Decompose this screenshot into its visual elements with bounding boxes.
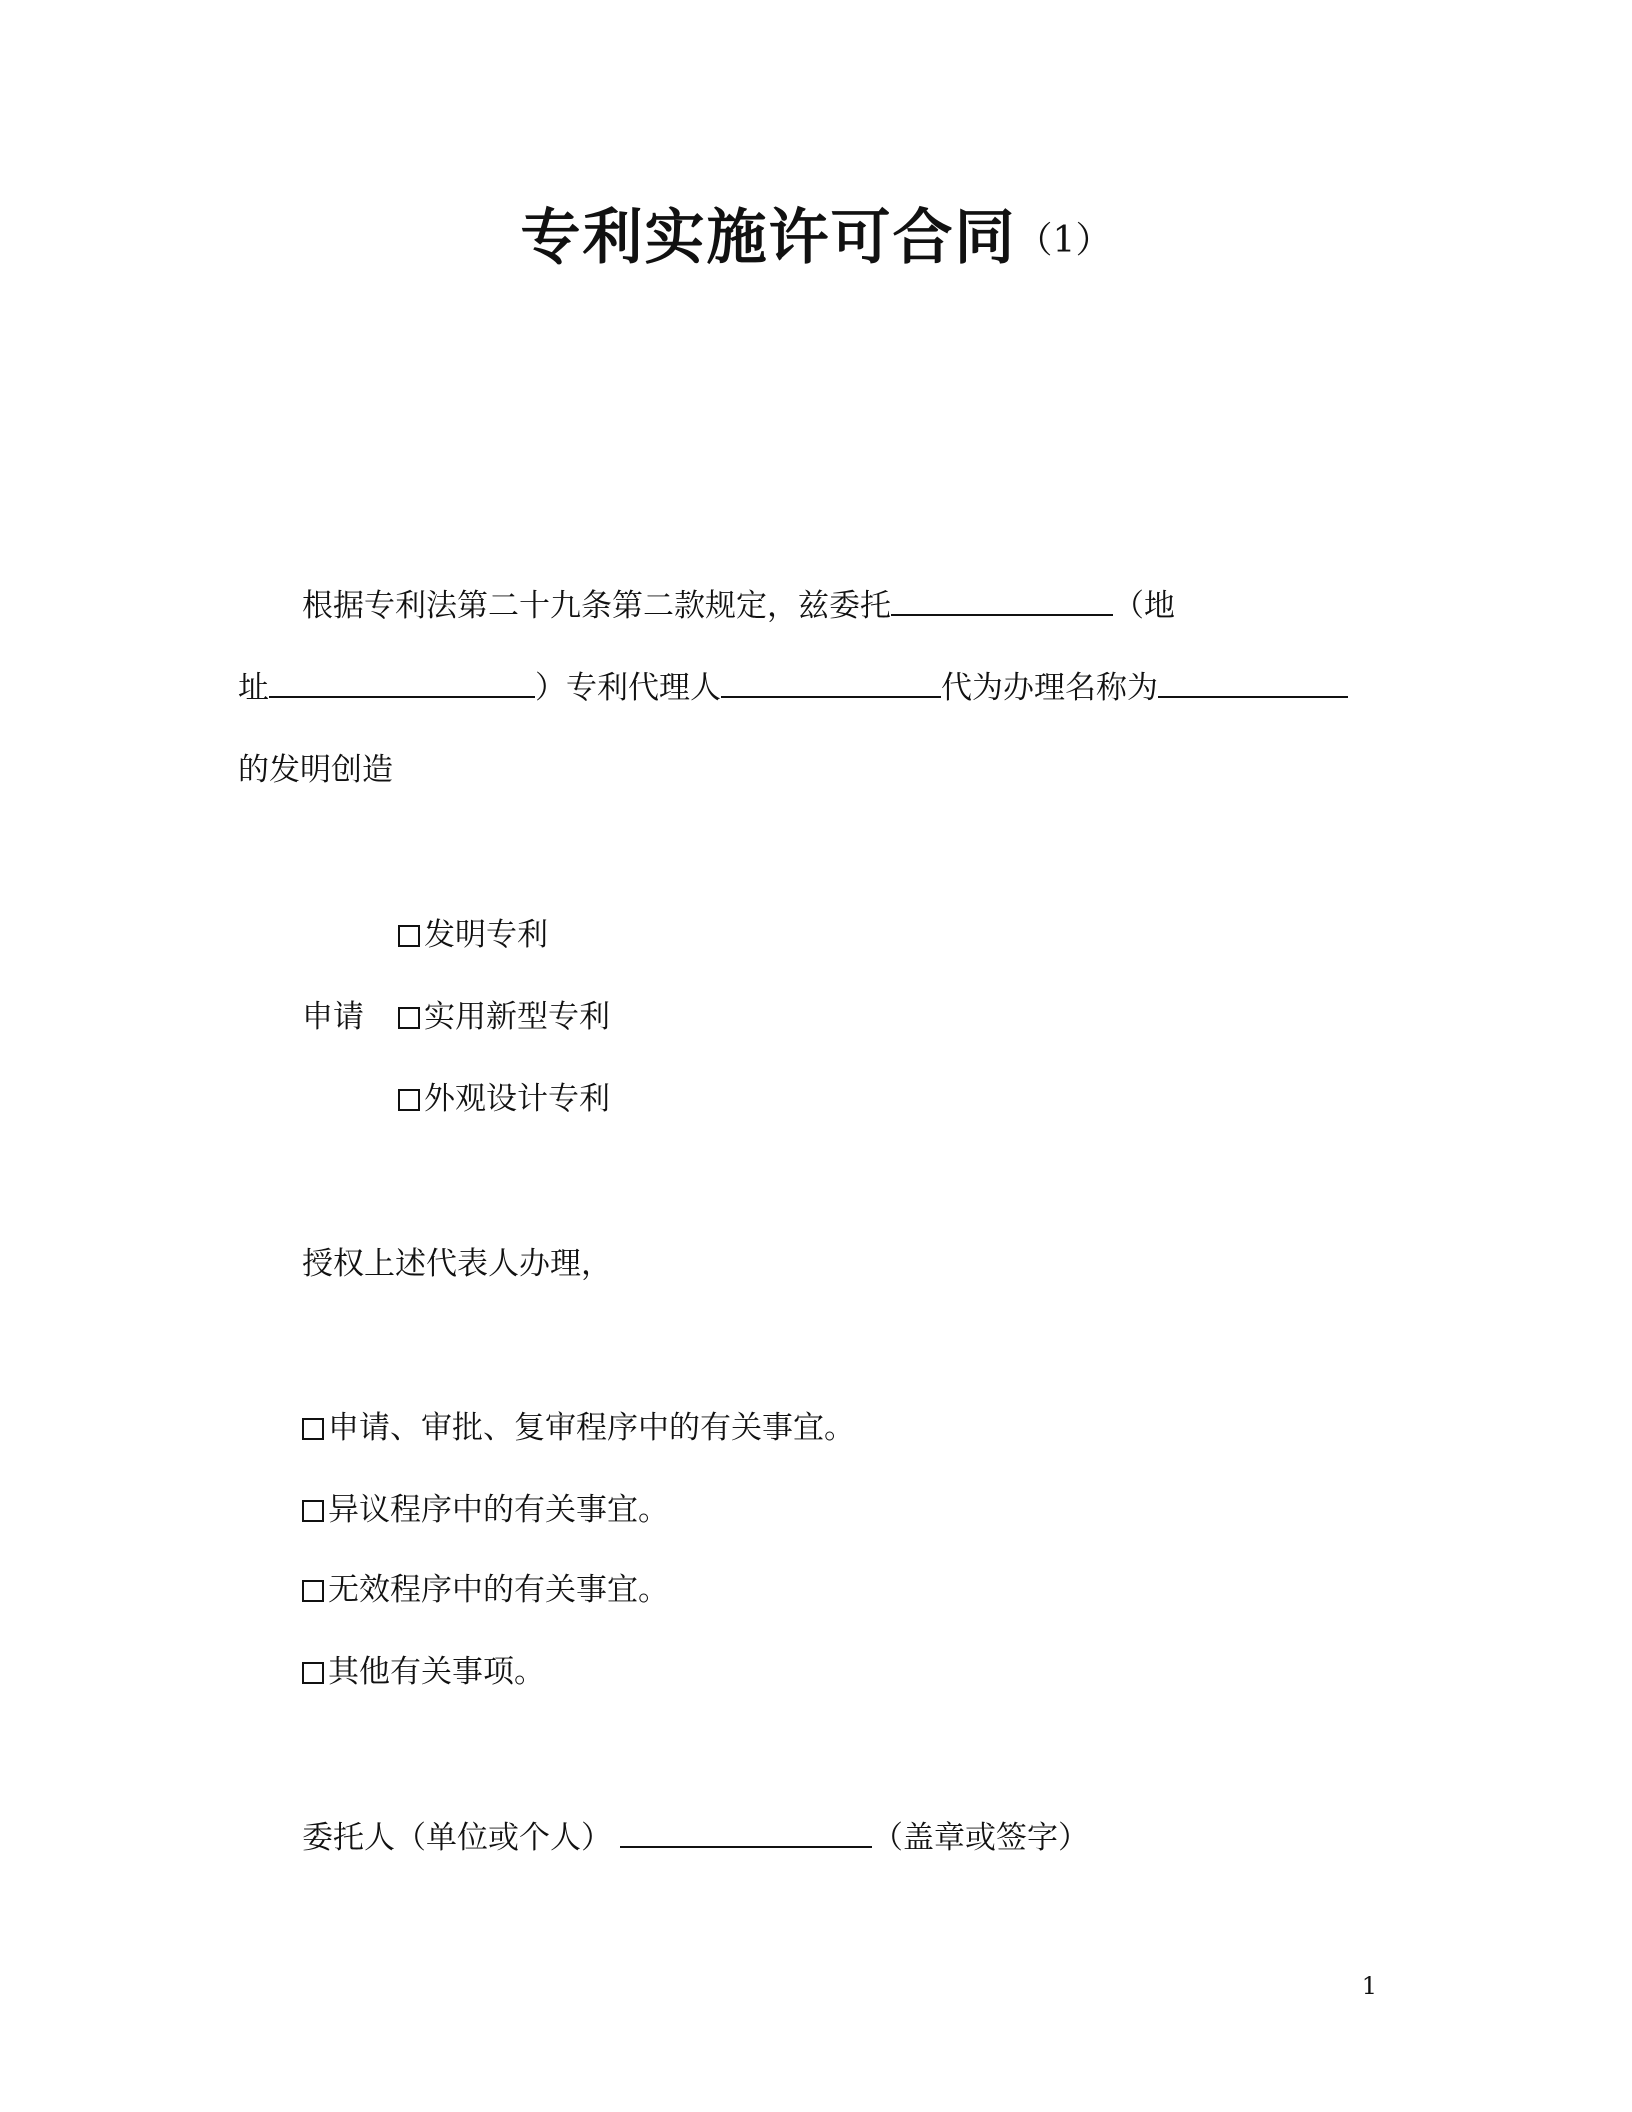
- apply-option-label: 发明专利: [424, 917, 548, 953]
- document-title: [0, 190, 1632, 276]
- apply-option-label: 实用新型专利: [424, 999, 610, 1035]
- authorize-option[interactable]: [302, 1408, 855, 1448]
- paragraph-line-3: [238, 750, 393, 790]
- signature-blank[interactable]: [620, 1820, 872, 1848]
- paragraph-line-2: [238, 668, 1348, 708]
- checkbox-icon[interactable]: [398, 925, 420, 947]
- page-number: 1: [1361, 1972, 1377, 2000]
- signature-suffix: （盖章或签字）: [872, 1820, 1089, 1856]
- checkbox-icon[interactable]: [398, 1089, 420, 1111]
- paragraph-line-1: [302, 586, 1175, 626]
- authorize-option[interactable]: [302, 1652, 545, 1692]
- authorize-option[interactable]: [302, 1490, 669, 1530]
- apply-label: 申请: [302, 999, 364, 1035]
- address-blank[interactable]: [269, 670, 535, 698]
- checkbox-icon[interactable]: [302, 1580, 324, 1602]
- paragraph-text: 根据专利法第二十九条第二款规定，兹委托: [302, 588, 891, 624]
- signature-line: [302, 1818, 1089, 1858]
- entrust-name-blank[interactable]: [891, 588, 1113, 616]
- authorize-option-label: 异议程序中的有关事宜。: [328, 1492, 669, 1528]
- apply-option[interactable]: [398, 1079, 610, 1119]
- address-label-end: 址: [238, 670, 269, 706]
- invention-name-label: 代为办理名称为: [941, 670, 1158, 706]
- authorize-option-label: 其他有关事项。: [328, 1654, 545, 1690]
- checkbox-icon[interactable]: [302, 1500, 324, 1522]
- title-main: 专利实施许可合同: [520, 203, 1017, 273]
- apply-option[interactable]: [398, 997, 610, 1037]
- agent-label: ）专利代理人: [535, 670, 721, 706]
- address-label-start: （地: [1113, 588, 1175, 624]
- signature-label: 委托人（单位或个人）: [302, 1820, 612, 1856]
- apply-option-label: 外观设计专利: [424, 1081, 610, 1117]
- authorize-option[interactable]: [302, 1570, 669, 1610]
- authorize-option-label: 无效程序中的有关事宜。: [328, 1572, 669, 1608]
- authorize-option-label: 申请、审批、复审程序中的有关事宜。: [328, 1410, 855, 1446]
- authorize-text: 授权上述代表人办理，: [302, 1246, 612, 1282]
- title-number: （1）: [1016, 220, 1112, 261]
- invention-text: 的发明创造: [238, 752, 393, 788]
- checkbox-icon[interactable]: [302, 1662, 324, 1684]
- checkbox-icon[interactable]: [398, 1007, 420, 1029]
- checkbox-icon[interactable]: [302, 1418, 324, 1440]
- agent-blank[interactable]: [721, 670, 941, 698]
- apply-option[interactable]: [398, 915, 548, 955]
- invention-name-blank[interactable]: [1158, 670, 1348, 698]
